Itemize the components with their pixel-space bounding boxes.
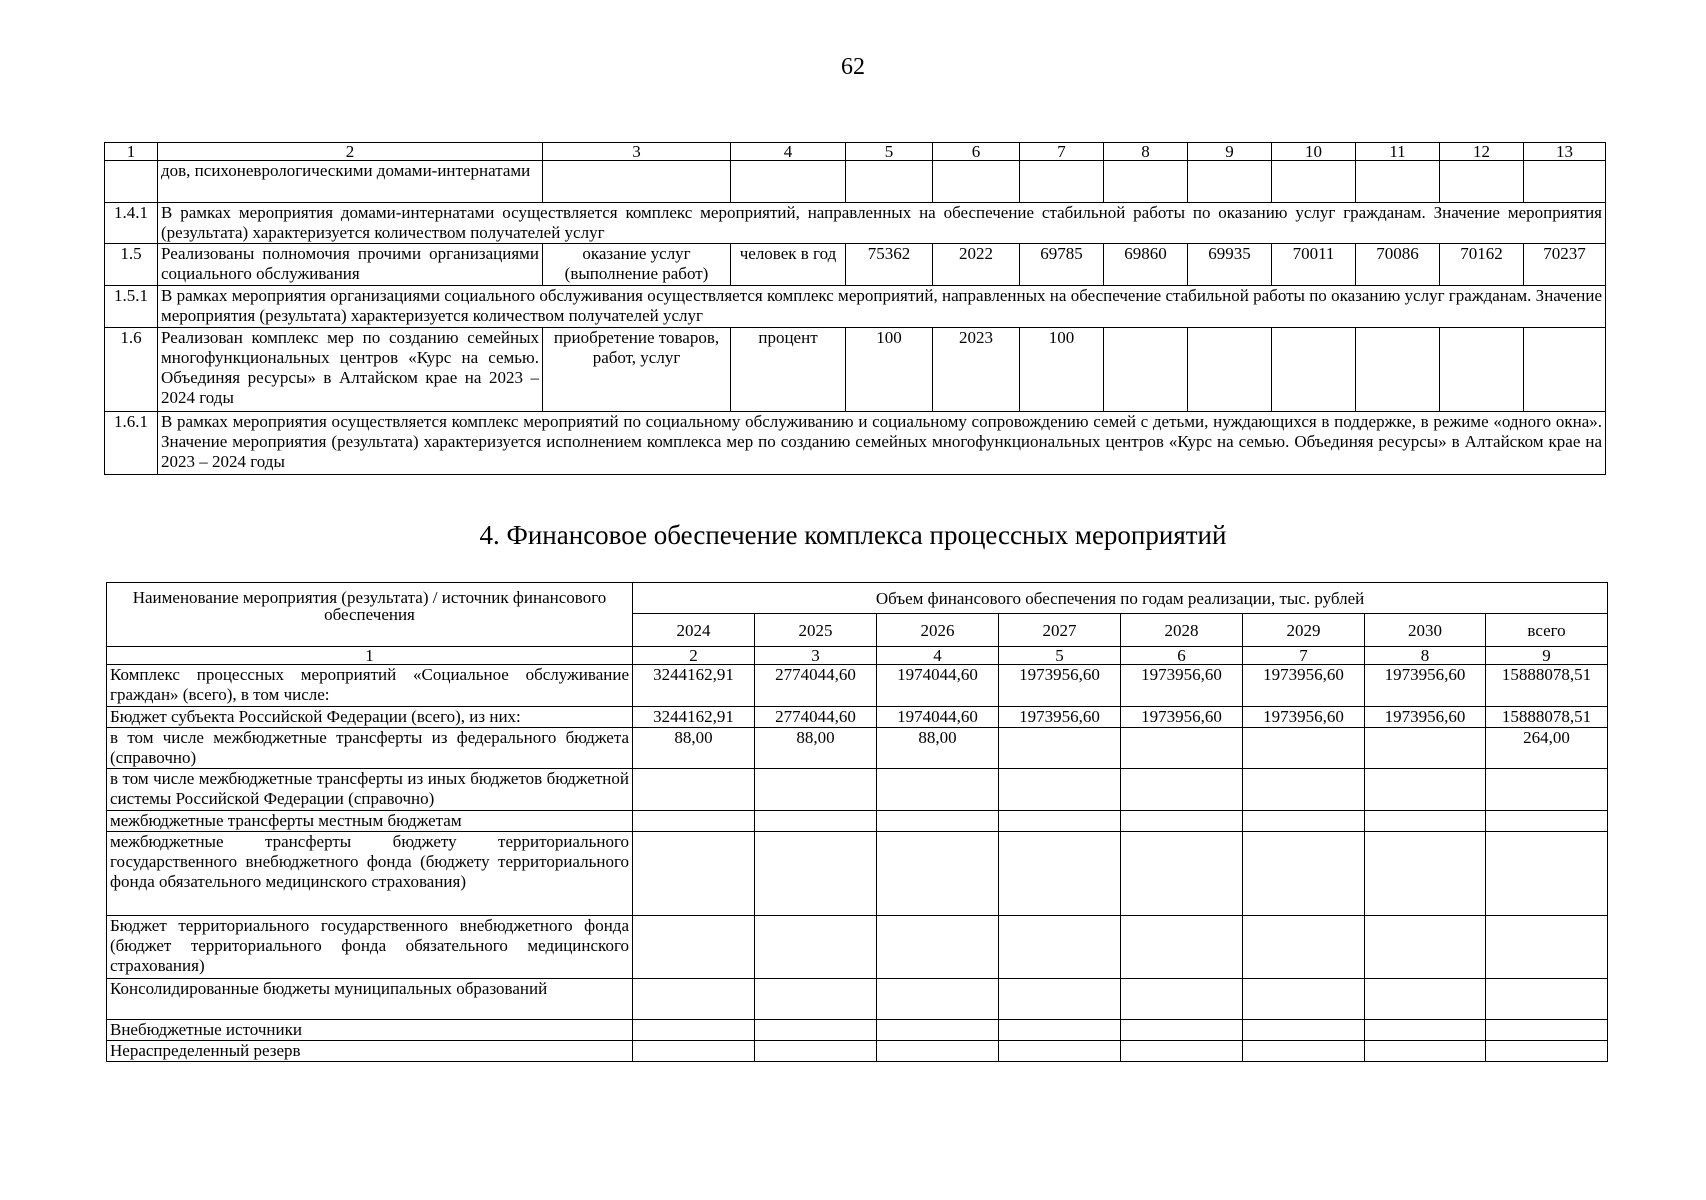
amount-cell: 88,00 <box>633 728 755 769</box>
row-number: 1.5 <box>105 244 158 286</box>
amount-cell <box>633 979 755 1020</box>
amount-cell <box>1243 916 1365 979</box>
amount-cell <box>1243 728 1365 769</box>
source-label: Бюджет территориального государственного внебюджетного фонда (бюджет территориального фонда обязательного медицинского страхования) <box>107 916 633 979</box>
value-cell: 70086 <box>1356 244 1440 286</box>
amount-cell <box>1365 811 1486 832</box>
empty-cell <box>1356 161 1440 203</box>
row-number: 1.6.1 <box>105 412 158 475</box>
value-cell: 2023 <box>933 328 1020 412</box>
value-cell: 69785 <box>1020 244 1104 286</box>
source-label: Бюджет субъекта Российской Федерации (всего), из них: <box>107 707 633 728</box>
amount-cell: 1973956,60 <box>999 665 1121 707</box>
amount-cell: 3244162,91 <box>633 665 755 707</box>
total-cell <box>1486 769 1608 811</box>
col1-header: Наименование мероприятия (результата) / источник финансового обеспечения <box>107 583 633 647</box>
column-number: 5 <box>999 647 1121 665</box>
amount-cell <box>1365 728 1486 769</box>
amount-cell: 1973956,60 <box>1121 707 1243 728</box>
amount-cell <box>1121 728 1243 769</box>
unit-cell: человек в год <box>731 244 846 286</box>
total-cell <box>1486 1041 1608 1062</box>
table-row <box>107 1041 1608 1062</box>
value-cell: 70011 <box>1272 244 1356 286</box>
empty-cell <box>1524 328 1606 412</box>
table-row <box>107 979 1608 1020</box>
source-label: Внебюджетные источники <box>107 1020 633 1041</box>
table-row <box>107 707 1608 728</box>
amount-cell: 1973956,60 <box>1243 707 1365 728</box>
year-header: 2029 <box>1243 614 1365 647</box>
amount-cell <box>999 728 1121 769</box>
amount-cell <box>633 1041 755 1062</box>
measure-type-cell: оказание услуг (выполнение работ) <box>543 244 731 286</box>
amount-cell: 1973956,60 <box>1121 665 1243 707</box>
amount-cell <box>1121 832 1243 916</box>
table-row <box>107 769 1608 811</box>
table-header-row <box>105 143 1606 161</box>
column-number: 6 <box>1121 647 1243 665</box>
header-cell: 6 <box>933 143 1020 161</box>
amount-cell <box>877 1020 999 1041</box>
amount-cell: 1973956,60 <box>1365 707 1486 728</box>
amount-cell <box>755 1041 877 1062</box>
amount-cell <box>877 811 999 832</box>
header-cell: 4 <box>731 143 846 161</box>
source-label: Комплекс процессных мероприятий «Социальное обслуживание граждан» (всего), в том числе: <box>107 665 633 707</box>
amount-cell <box>1365 1041 1486 1062</box>
source-label: в том числе межбюджетные трансферты из иных бюджетов бюджетной системы Российской Федерации (справочно) <box>107 769 633 811</box>
year-header: 2024 <box>633 614 755 647</box>
amount-cell <box>877 769 999 811</box>
amount-cell <box>999 916 1121 979</box>
table-row <box>105 328 1606 412</box>
value-cell: 70237 <box>1524 244 1606 286</box>
amount-cell <box>1243 832 1365 916</box>
empty-cell <box>1440 328 1524 412</box>
amount-cell <box>1121 811 1243 832</box>
table-row <box>107 832 1608 916</box>
empty-cell <box>1272 328 1356 412</box>
amount-cell <box>1365 979 1486 1020</box>
amount-cell <box>999 769 1121 811</box>
header-cell: 8 <box>1104 143 1188 161</box>
amount-cell: 1973956,60 <box>1365 665 1486 707</box>
amount-cell <box>755 1020 877 1041</box>
amount-cell <box>1365 769 1486 811</box>
value-cell: 70162 <box>1440 244 1524 286</box>
financing-table-body <box>107 665 1608 1062</box>
table-row <box>105 203 1606 244</box>
amount-cell <box>1121 1020 1243 1041</box>
source-label: Нераспределенный резерв <box>107 1041 633 1062</box>
empty-cell <box>105 161 158 203</box>
unit-cell: процент <box>731 328 846 412</box>
total-cell: 15888078,51 <box>1486 665 1608 707</box>
total-cell <box>1486 979 1608 1020</box>
amount-cell <box>999 832 1121 916</box>
amount-cell <box>633 769 755 811</box>
source-label: межбюджетные трансферты бюджету территориального государственного внебюджетного фонда (бюджету территориального фонда обязательного медицинского страхования) <box>107 832 633 916</box>
empty-cell <box>846 161 933 203</box>
measure-type-cell: приобретение товаров, работ, услуг <box>543 328 731 412</box>
amount-cell <box>1243 769 1365 811</box>
amount-cell <box>1121 979 1243 1020</box>
amount-cell <box>633 916 755 979</box>
column-number: 2 <box>633 647 755 665</box>
amount-cell <box>1121 1041 1243 1062</box>
amount-cell <box>755 979 877 1020</box>
measure-name-cell: Реализованы полномочия прочими организациями социального обслуживания <box>158 244 543 286</box>
column-number: 4 <box>877 647 999 665</box>
amount-cell: 1974044,60 <box>877 665 999 707</box>
header-cell: 10 <box>1272 143 1356 161</box>
indicators-table <box>104 142 1606 475</box>
amount-cell <box>1365 832 1486 916</box>
measure-name-cell: дов, психоневрологическими домами-интернатами <box>158 161 543 203</box>
row-number: 1.6 <box>105 328 158 412</box>
year-header: 2028 <box>1121 614 1243 647</box>
table-row <box>105 244 1606 286</box>
amount-cell <box>999 1020 1121 1041</box>
column-numbers-row <box>107 647 1608 665</box>
header-cell: 9 <box>1188 143 1272 161</box>
table-row <box>105 286 1606 328</box>
description-cell: В рамках мероприятия организациями социального обслуживания осуществляется комплекс мероприятий, направленных на обеспечение стабильной работы по оказанию услуг гражданам. Значение мероприятия (результата) характеризуется количеством получателей услуг <box>158 286 1606 328</box>
description-cell: В рамках мероприятия домами-интернатами осуществляется комплекс мероприятий, направленных на обеспечение стабильной работы по оказанию услуг гражданам. Значение мероприятия (результата) характеризуется количеством получателей услуг <box>158 203 1606 244</box>
amount-cell: 2774044,60 <box>755 707 877 728</box>
table-header-row <box>107 583 1608 614</box>
amount-cell <box>755 811 877 832</box>
header-cell: 1 <box>105 143 158 161</box>
total-cell <box>1486 1020 1608 1041</box>
empty-cell <box>1020 161 1104 203</box>
value-cell: 100 <box>1020 328 1104 412</box>
column-number: 8 <box>1365 647 1486 665</box>
year-header: 2026 <box>877 614 999 647</box>
amount-cell <box>1121 916 1243 979</box>
value-cell: 2022 <box>933 244 1020 286</box>
amount-cell <box>1243 1041 1365 1062</box>
header-cell: 2 <box>158 143 543 161</box>
description-cell: В рамках мероприятия осуществляется комплекс мероприятий по социальному обслуживанию и социальному сопровождению семей с детьми, нуждающихся в поддержке, в режиме «одного окна». Значение мероприятия (результата) характеризуется исполнением комплекса мер по созданию семейных многофункциональных центров «Курс на семью. Объединяя ресурсы» в Алтайском крае на 2023 – 2024 годы <box>158 412 1606 475</box>
amount-cell <box>999 811 1121 832</box>
table-row <box>107 665 1608 707</box>
total-header: всего <box>1486 614 1608 647</box>
row-number: 1.4.1 <box>105 203 158 244</box>
amount-cell <box>633 1020 755 1041</box>
amount-cell <box>877 1041 999 1062</box>
amount-cell <box>877 979 999 1020</box>
amount-cell <box>755 769 877 811</box>
year-header: 2025 <box>755 614 877 647</box>
amount-cell: 1973956,60 <box>999 707 1121 728</box>
year-header: 2027 <box>999 614 1121 647</box>
empty-cell <box>1188 328 1272 412</box>
table-row <box>107 916 1608 979</box>
amount-cell: 1973956,60 <box>1243 665 1365 707</box>
page-number: 62 <box>841 54 865 80</box>
total-cell: 15888078,51 <box>1486 707 1608 728</box>
header-cell: 11 <box>1356 143 1440 161</box>
section-title: 4. Финансовое обеспечение комплекса процессных мероприятий <box>479 520 1227 550</box>
amount-cell <box>999 1041 1121 1062</box>
empty-cell <box>1524 161 1606 203</box>
table-row <box>107 728 1608 769</box>
column-number: 1 <box>107 647 633 665</box>
table-row <box>107 811 1608 832</box>
amount-cell <box>633 811 755 832</box>
row-number: 1.5.1 <box>105 286 158 328</box>
header-cell: 13 <box>1524 143 1606 161</box>
header-cell: 7 <box>1020 143 1104 161</box>
empty-cell <box>731 161 846 203</box>
header-cell: 3 <box>543 143 731 161</box>
measure-name-cell: Реализован комплекс мер по созданию семейных многофункциональных центров «Курс на семью. Объединяя ресурсы» в Алтайском крае на 2023 – 2024 годы <box>158 328 543 412</box>
amount-cell <box>1121 769 1243 811</box>
total-cell <box>1486 916 1608 979</box>
amount-cell <box>1243 811 1365 832</box>
amount-cell <box>755 832 877 916</box>
amount-cell: 3244162,91 <box>633 707 755 728</box>
empty-cell <box>933 161 1020 203</box>
header-cell: 5 <box>846 143 933 161</box>
amount-cell <box>1243 1020 1365 1041</box>
total-cell <box>1486 811 1608 832</box>
empty-cell <box>1104 328 1188 412</box>
amount-cell <box>999 979 1121 1020</box>
amount-cell <box>1365 1020 1486 1041</box>
amount-cell <box>877 832 999 916</box>
source-label: в том числе межбюджетные трансферты из федерального бюджета (справочно) <box>107 728 633 769</box>
column-number: 3 <box>755 647 877 665</box>
amount-cell <box>877 916 999 979</box>
header-cell: 12 <box>1440 143 1524 161</box>
empty-cell <box>1188 161 1272 203</box>
empty-cell <box>543 161 731 203</box>
value-cell: 69860 <box>1104 244 1188 286</box>
financing-table <box>106 582 1608 1062</box>
amount-cell <box>1365 916 1486 979</box>
year-header: 2030 <box>1365 614 1486 647</box>
column-number: 7 <box>1243 647 1365 665</box>
amount-cell: 1974044,60 <box>877 707 999 728</box>
table-row <box>105 412 1606 475</box>
amount-cell: 88,00 <box>755 728 877 769</box>
group-header: Объем финансового обеспечения по годам реализации, тыс. рублей <box>633 583 1608 614</box>
value-cell: 69935 <box>1188 244 1272 286</box>
amount-cell <box>633 832 755 916</box>
table-row <box>107 1020 1608 1041</box>
table-row <box>105 161 1606 203</box>
source-label: Консолидированные бюджеты муниципальных образований <box>107 979 633 1020</box>
value-cell: 75362 <box>846 244 933 286</box>
column-number: 9 <box>1486 647 1608 665</box>
empty-cell <box>1356 328 1440 412</box>
value-cell: 100 <box>846 328 933 412</box>
total-cell <box>1486 832 1608 916</box>
amount-cell <box>755 916 877 979</box>
empty-cell <box>1272 161 1356 203</box>
empty-cell <box>1440 161 1524 203</box>
total-cell: 264,00 <box>1486 728 1608 769</box>
amount-cell <box>1243 979 1365 1020</box>
source-label: межбюджетные трансферты местным бюджетам <box>107 811 633 832</box>
amount-cell: 2774044,60 <box>755 665 877 707</box>
empty-cell <box>1104 161 1188 203</box>
amount-cell: 88,00 <box>877 728 999 769</box>
